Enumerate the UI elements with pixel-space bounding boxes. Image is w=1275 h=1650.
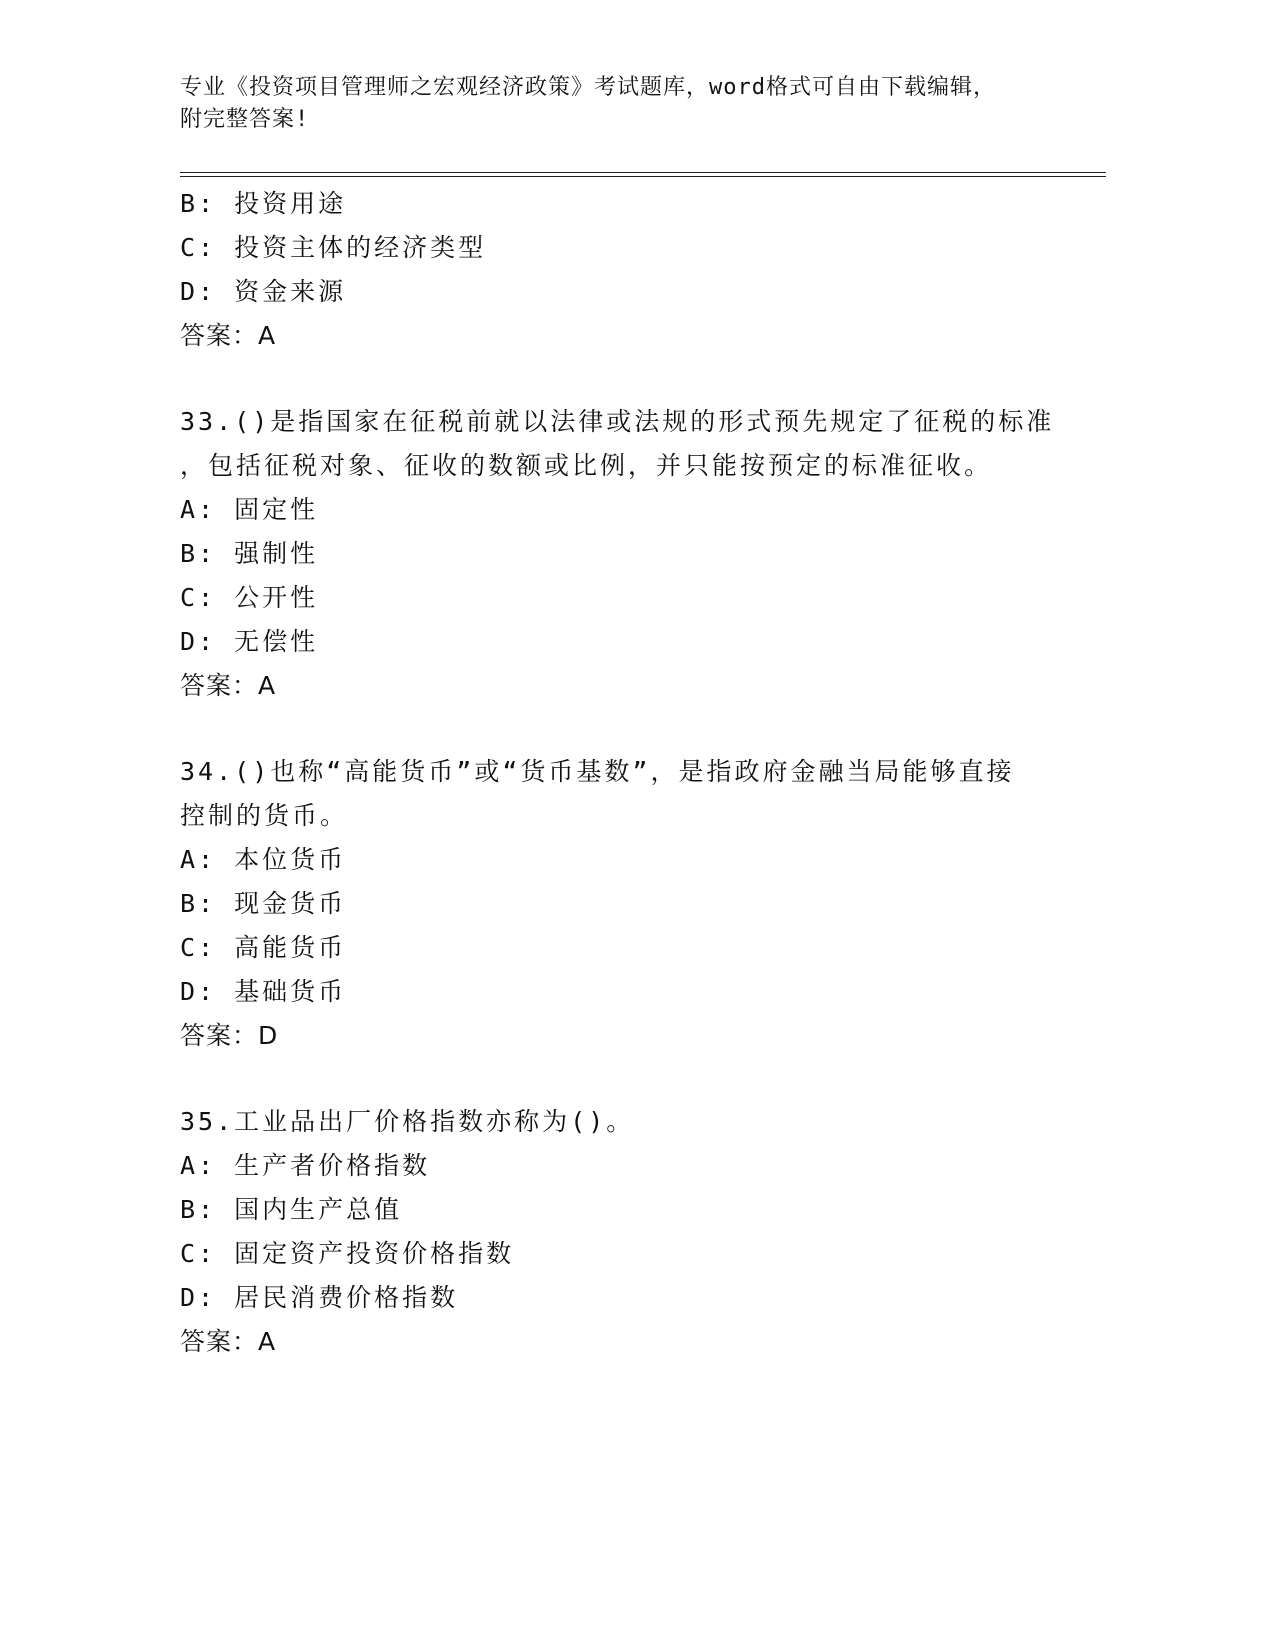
question-text-line: ，包括征税对象、征收的数额或比例，并只能按预定的标准征收。 [180, 451, 993, 480]
option-d: D: 居民消费价格指数 [180, 1283, 459, 1312]
document-body [180, 182, 1060, 1364]
header-line-2: 附完整答案! [180, 107, 310, 132]
question-33 [180, 400, 1060, 708]
answer: 答案：A [180, 1327, 277, 1356]
question-text-line: 35.工业品出厂价格指数亦称为()。 [180, 1107, 635, 1136]
option-a: A: 固定性 [180, 495, 319, 524]
option-c: C: 高能货币 [180, 933, 347, 962]
option-d: D: 基础货币 [180, 977, 347, 1006]
question-text-line: 33.()是指国家在征税前就以法律或法规的形式预先规定了征税的标准 [180, 407, 1055, 436]
spacer [180, 1058, 1060, 1100]
option-c: C: 固定资产投资价格指数 [180, 1239, 515, 1268]
answer: 答案：A [180, 321, 277, 350]
option-b: B: 现金货币 [180, 889, 347, 918]
answer: 答案：D [180, 1021, 279, 1050]
option-d: D: 资金来源 [180, 277, 347, 306]
header-line-1: 专业《投资项目管理师之宏观经济政策》考试题库，word格式可自由下载编辑， [180, 75, 996, 100]
option-a: A: 本位货币 [180, 845, 347, 874]
header-divider [180, 172, 1106, 177]
option-c: C: 公开性 [180, 583, 319, 612]
previous-question-tail [180, 182, 1060, 358]
option-b: B: 国内生产总值 [180, 1195, 403, 1224]
page-header [180, 72, 1060, 136]
spacer [180, 358, 1060, 400]
option-b: B: 强制性 [180, 539, 319, 568]
option-b: B: 投资用途 [180, 189, 347, 218]
question-34 [180, 750, 1060, 1058]
answer: 答案：A [180, 671, 277, 700]
question-35 [180, 1100, 1060, 1364]
option-a: A: 生产者价格指数 [180, 1151, 431, 1180]
question-text-line: 控制的货币。 [180, 801, 349, 830]
spacer [180, 708, 1060, 750]
question-text-line: 34.()也称“高能货币”或“货币基数”，是指政府金融当局能够直接 [180, 757, 1015, 786]
option-c: C: 投资主体的经济类型 [180, 233, 487, 262]
option-d: D: 无偿性 [180, 627, 319, 656]
